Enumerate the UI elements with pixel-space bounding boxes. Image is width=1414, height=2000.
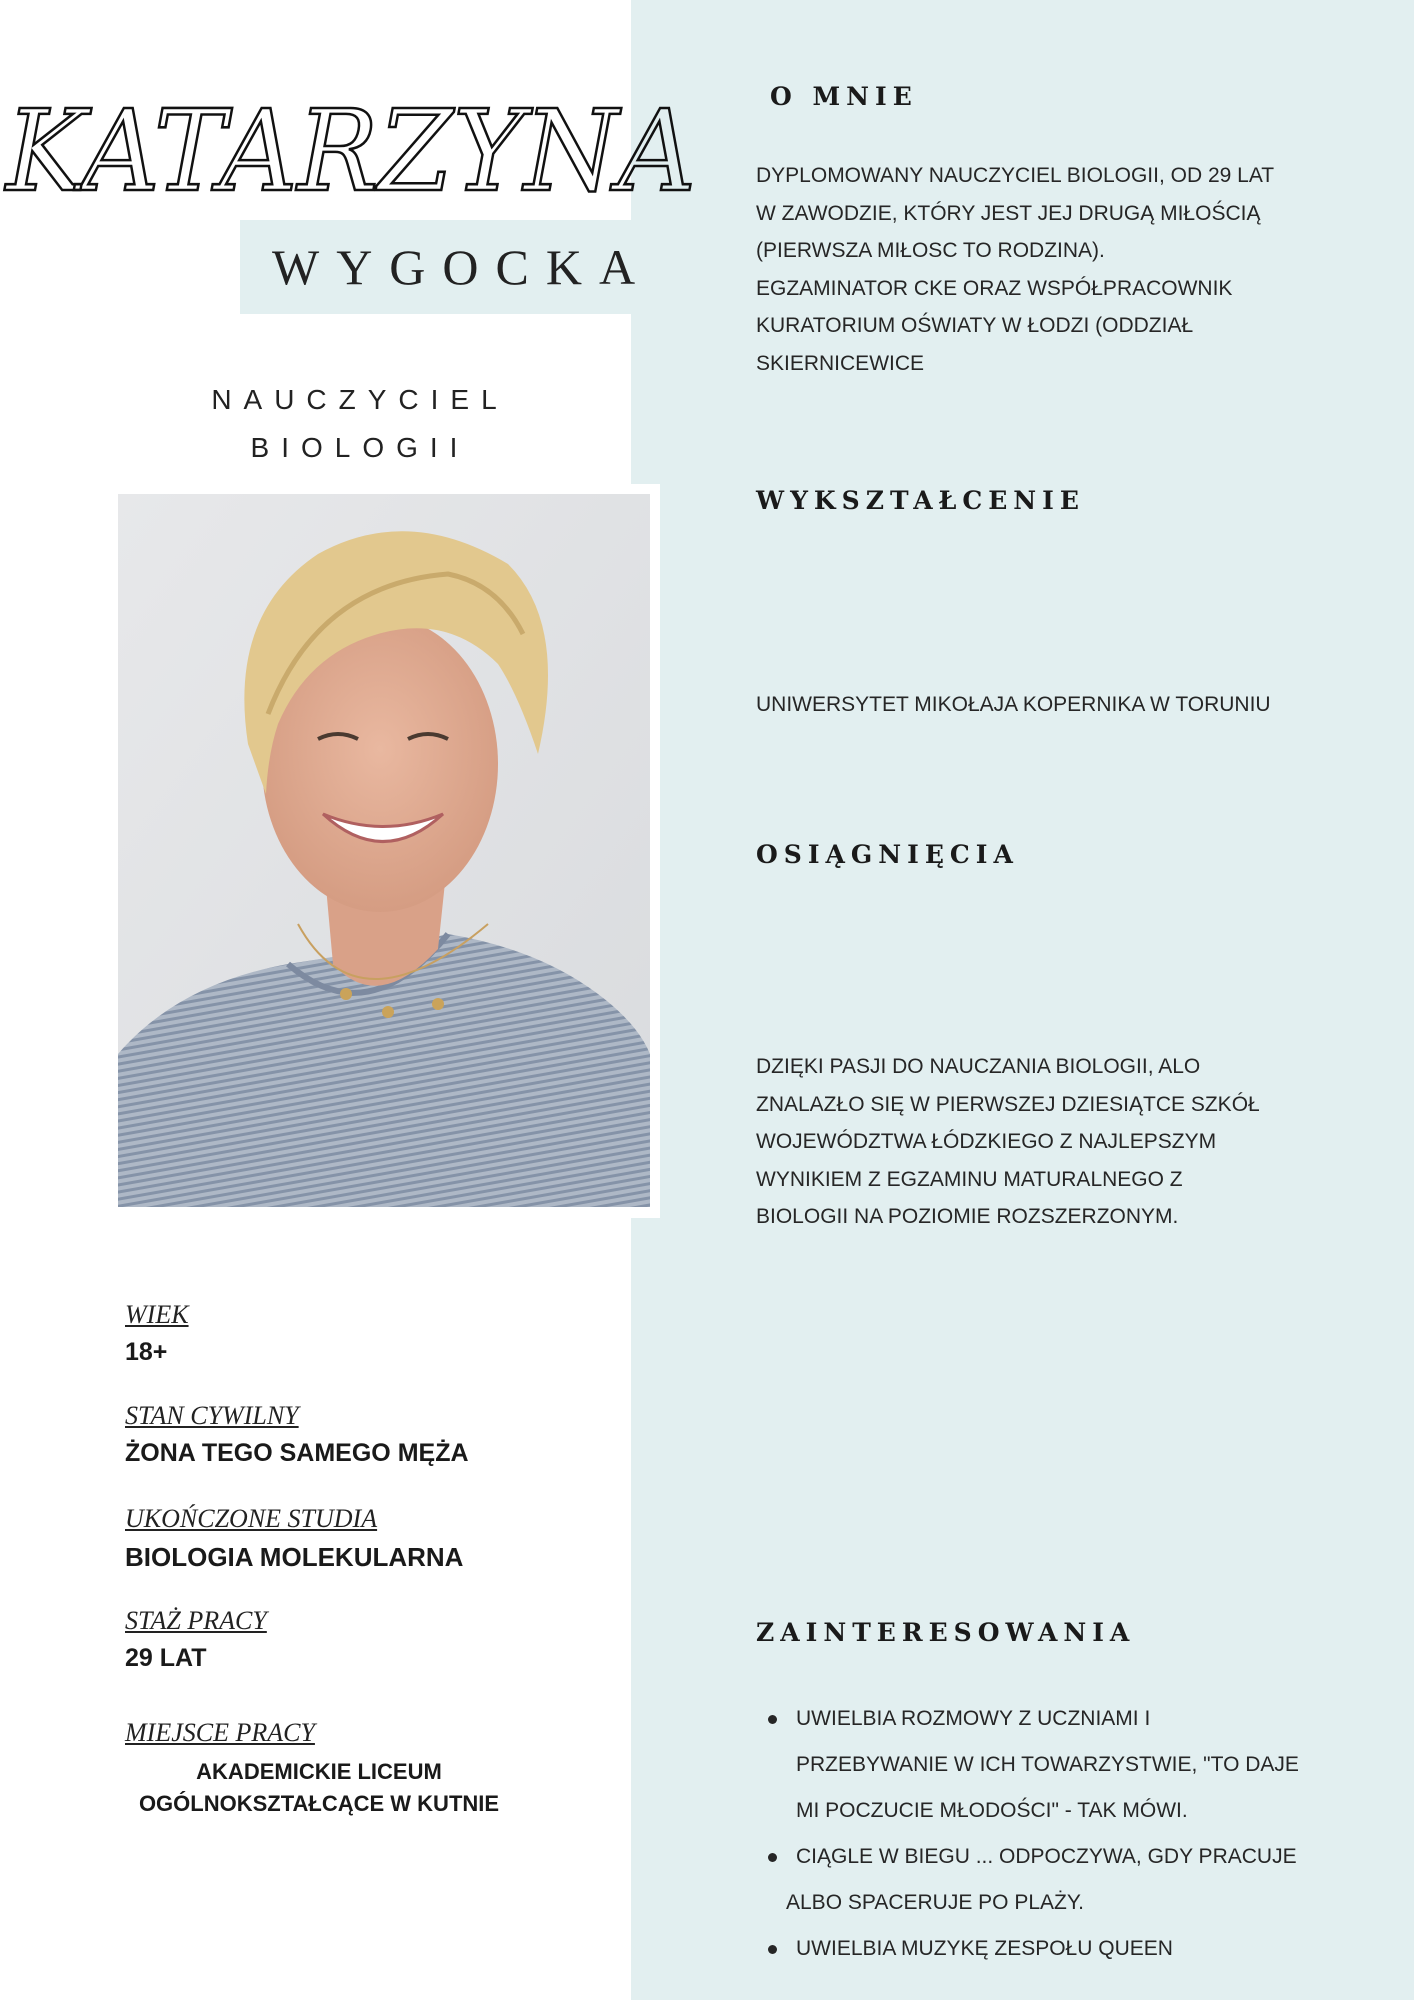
portrait-photo — [118, 494, 650, 1207]
interest-item — [756, 1926, 1346, 1972]
job-title-line2: BIOLOGII — [250, 432, 470, 463]
interest-item-line: UWIELBIA ROZMOWY Z UCZNIAMI I — [796, 1707, 1151, 1730]
education-title: WYKSZTAŁCENIE — [756, 486, 1085, 515]
interest-item-line: CIĄGLE W BIEGU ... ODPOCZYWA, GDY PRACUJE — [796, 1845, 1297, 1868]
fact-experience-label: STAŻ PRACY — [125, 1606, 267, 1635]
fact-studies-value: BIOLOGIA MOLEKULARNA — [125, 1542, 464, 1572]
first-name-script — [4, 82, 706, 217]
fact-workplace-value — [119, 1756, 519, 1820]
fact-workplace-label: MIEJSCE PRACY — [125, 1718, 315, 1747]
fact-marital-status-value: ŻONA TEGO SAMEGO MĘŻA — [125, 1439, 469, 1467]
interest-item-line: MI POCZUCIE MŁODOŚCI" - TAK MÓWI. — [796, 1799, 1188, 1822]
fact-workplace-line1: AKADEMICKIE LICEUM — [196, 1759, 442, 1784]
fact-studies-label: UKOŃCZONE STUDIA — [125, 1504, 378, 1533]
fact-workplace — [125, 1718, 519, 1820]
interest-item-line: PRZEBYWANIE W ICH TOWARZYSTWIE, "TO DAJE — [796, 1753, 1299, 1776]
fact-age-label: WIEK — [125, 1300, 189, 1329]
education-text: UNIWERSYTET MIKOŁAJA KOPERNIKA W TORUNIU — [756, 693, 1271, 716]
job-title — [180, 376, 540, 472]
job-title-line1: NAUCZYCIEL — [211, 384, 509, 415]
about-text: DYPLOMOWANY NAUCZYCIEL BIOLOGII, OD 29 LAT W ZAWODZIE, KTÓRY JEST JEJ DRUGĄ MIŁOŚCIĄ (PIERWSZA MIŁOSC TO RODZINA). EGZAMINATOR CKE ORAZ WSPÓŁPRACOWNIK KURATORIUM OŚWIATY W ŁODZI (ODDZIAŁ SKIERNICEWICE — [756, 164, 1275, 375]
achievements-title: OSIĄGNIĘCIA — [756, 840, 1019, 869]
interest-item-line: ALBO SPACERUJE PO PLAŻY. — [786, 1891, 1084, 1914]
interest-item — [756, 1696, 1346, 1834]
fact-age — [125, 1300, 189, 1367]
interests-list — [756, 1696, 1346, 1972]
bullet-icon — [768, 1945, 777, 1954]
fact-marital-status — [125, 1401, 469, 1468]
interests-title: ZAINTERESOWANIA — [756, 1618, 1136, 1647]
fact-age-value: 18+ — [125, 1338, 168, 1366]
surname: WYGOCKA — [272, 239, 653, 295]
bullet-icon — [768, 1715, 777, 1724]
interest-item — [756, 1834, 1346, 1926]
fact-marital-status-label: STAN CYWILNY — [125, 1401, 299, 1430]
portrait-illustration — [118, 494, 650, 1207]
interest-item-line: UWIELBIA MUZYKĘ ZESPOŁU QUEEN — [796, 1937, 1173, 1960]
bullet-icon — [768, 1853, 777, 1862]
fact-experience-value: 29 LAT — [125, 1644, 207, 1672]
fact-experience — [125, 1606, 267, 1673]
achievements-text: DZIĘKI PASJI DO NAUCZANIA BIOLOGII, ALO ZNALAZŁO SIĘ W PIERWSZEJ DZIESIĄTCE SZKÓŁ WOJEWÓDZTWA ŁÓDZKIEGO Z NAJLEPSZYM WYNIKIEM Z EGZAMINU MATURALNEGO Z BIOLOGII NA POZIOMIE ROZSZERZONYM. — [756, 1055, 1260, 1228]
fact-workplace-line2: OGÓLNOKSZTAŁCĄCE W KUTNIE — [138, 1791, 500, 1816]
fact-studies — [125, 1504, 463, 1573]
first-name: KATARZYNA — [4, 87, 697, 217]
about-title: O MNIE — [770, 82, 918, 111]
